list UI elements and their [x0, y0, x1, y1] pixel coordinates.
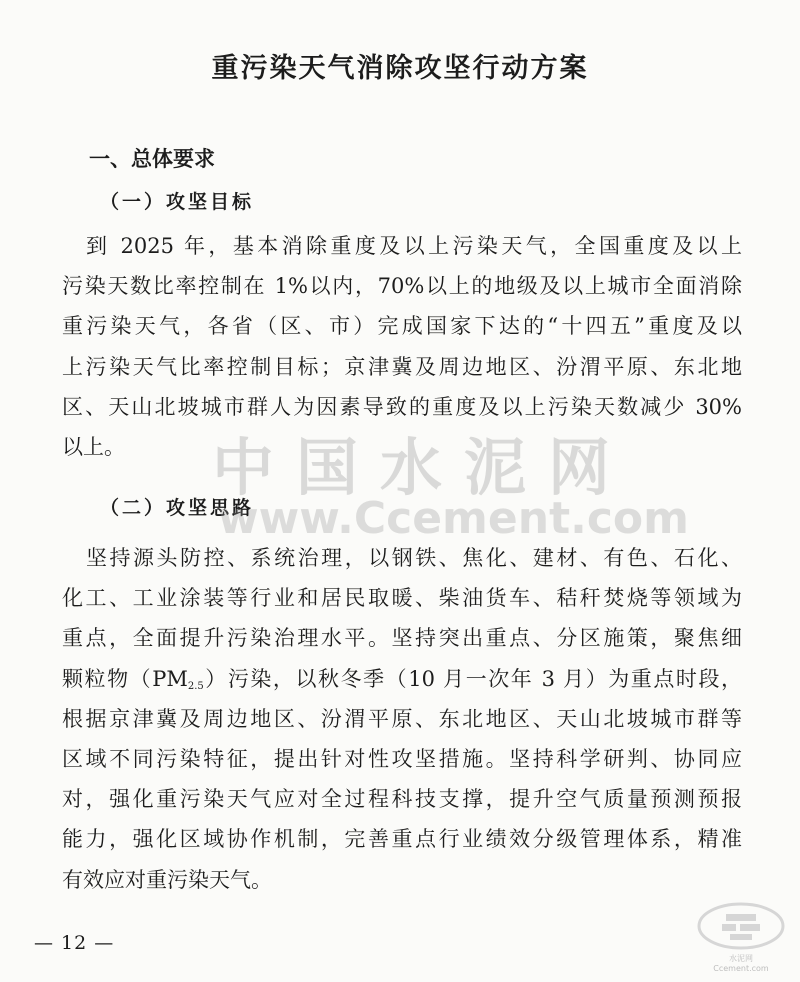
ccement-logo — [696, 898, 786, 974]
watermark-chinese: 中国水泥网 — [212, 431, 633, 504]
paragraph-line: 到 2025 年，基本消除重度及以上污染天气，全国重度及以上 — [86, 234, 742, 258]
pm-text-before: 颗粒物（PM — [62, 666, 188, 691]
paragraph-line: 化工、工业涂装等行业和居民取暖、柴油货车、秸秆焚烧等领域为 — [62, 586, 742, 611]
paragraph-line: 区、天山北坡城市群人为因素导致的重度及以上污染天数减少 30% — [62, 394, 742, 419]
logo-text — [696, 954, 786, 974]
pm-subscript: 2.5 — [187, 680, 204, 692]
approach-paragraph — [62, 538, 742, 900]
paragraph-line: 坚持源头防控、系统治理，以钢铁、焦化、建材、有色、石化、 — [86, 546, 742, 570]
paragraph-line: 上污染天气比率控制目标；京津冀及周边地区、汾渭平原、东北地 — [62, 354, 742, 379]
section-heading-general-requirements: 一、总体要求 — [89, 147, 215, 171]
paragraph-line: 以上。 — [62, 434, 125, 459]
paragraph-line: 重污染天气，各省（区、市）完成国家下达的“十四五”重度及以 — [62, 314, 742, 339]
paragraph-line: 区域不同污染特征，提出针对性攻坚措施。坚持科学研判、协同应 — [62, 746, 742, 771]
document-title: 重污染天气消除攻坚行动方案 — [211, 53, 589, 84]
subsection-heading-goals: （一）攻坚目标 — [100, 191, 255, 213]
logo-mark-icon — [696, 898, 786, 954]
paragraph-line: 能力，强化区域协作机制，完善重点行业绩效分级管理体系，精准 — [62, 827, 742, 852]
paragraph-line: 有效应对重污染天气。 — [62, 867, 272, 892]
pm-text-after: ）污染，以秋冬季（10 月一次年 3 月）为重点时段， — [203, 666, 742, 691]
page-number: — 12 — — [34, 932, 115, 954]
paragraph-line-pm25 — [62, 659, 742, 699]
watermark-url: www.Ccement.com — [218, 493, 689, 544]
subsection-heading-approach: （二）攻坚思路 — [100, 497, 255, 519]
paragraph-line: 污染天数比率控制在 1%以内，70%以上的地级及以上城市全面消除 — [62, 274, 742, 299]
paragraph-line: 重点，全面提升污染治理水平。坚持突出重点、分区施策，聚焦细 — [62, 626, 742, 651]
paragraph-line: 根据京津冀及周边地区、汾渭平原、东北地区、天山北坡城市群等 — [62, 706, 742, 731]
logo-text-cn: 水泥网 — [729, 954, 753, 963]
logo-text-en: Ccement.com — [713, 964, 769, 973]
paragraph-line: 对，强化重污染天气应对全过程科技支撑，提升空气质量预测预报 — [62, 787, 742, 812]
